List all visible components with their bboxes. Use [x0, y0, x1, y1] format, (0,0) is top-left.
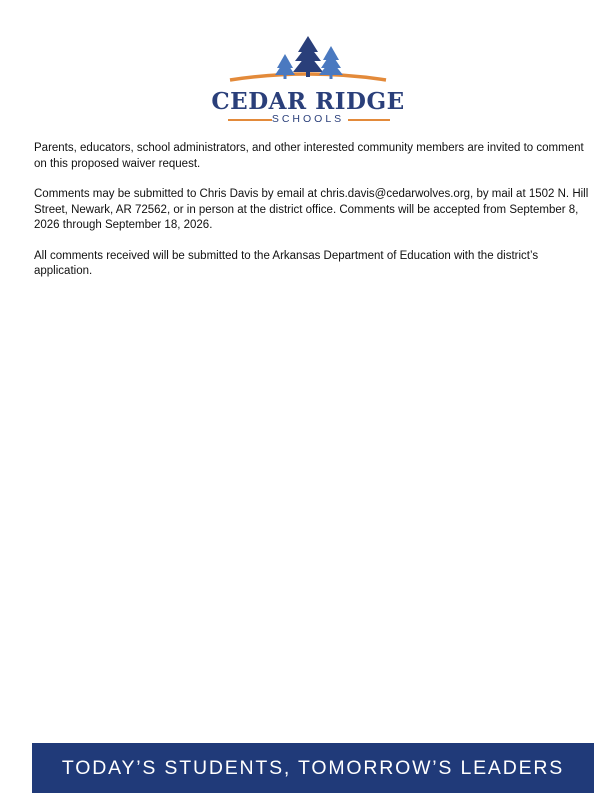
logo-title: CEDAR RIDGE: [211, 88, 405, 115]
logo-right-rule: [348, 119, 390, 121]
footer-slogan: TODAY’S STUDENTS, TOMORROW’S LEADERS: [61, 757, 565, 779]
paragraph-invitation: Parents, educators, school administrators, and other interested community members are invited to comment on this proposed waiver request.: [34, 142, 584, 170]
paragraph-forwarding: All comments received will be submitted to the Arkansas Department of Education with the district’s application.: [34, 249, 539, 277]
footer-banner: [32, 743, 594, 793]
district-logo: [0, 30, 616, 130]
document-body: [34, 141, 590, 295]
center-tree-icon: [293, 36, 323, 77]
logo-subtitle: SCHOOLS: [271, 113, 345, 125]
right-tree-icon: [319, 46, 343, 79]
tree-mountain-icon: [228, 30, 388, 90]
paragraph-submission: Comments may be submitted to Chris Davis by email at chris.davis@cedarwolves.org, by mail at 1502 N. Hill Street, Newark, AR 72562, or in person at the district office. Comments will be accepted from September 8, 2026 through September 18, 2026.: [34, 188, 589, 231]
